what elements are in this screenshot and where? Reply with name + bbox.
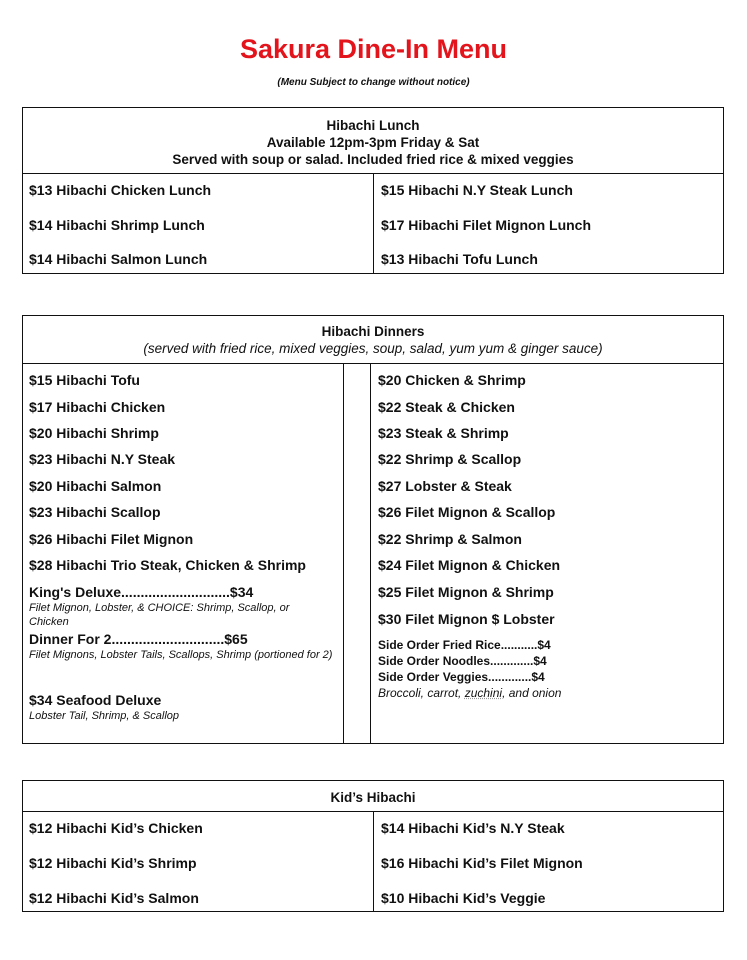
menu-item: $23 Hibachi Scallop xyxy=(29,504,161,520)
menu-item: $13 Hibachi Chicken Lunch xyxy=(29,182,212,198)
menu-item: $20 Hibachi Salmon xyxy=(29,478,162,494)
menu-item: $30 Filet Mignon $ Lobster xyxy=(378,611,555,627)
menu-item: $22 Shrimp & Scallop xyxy=(378,451,522,467)
menu-item-kings-deluxe: King's Deluxe............................$34 xyxy=(29,584,254,600)
menu-item: $28 Hibachi Trio Steak, Chicken & Shrimp xyxy=(29,557,306,573)
menu-item-seafood-deluxe: $34 Seafood Deluxe xyxy=(29,692,162,708)
menu-item: $24 Filet Mignon & Chicken xyxy=(378,557,561,573)
dinner-divider-left xyxy=(343,364,344,743)
menu-item: $13 Hibachi Tofu Lunch xyxy=(381,251,538,267)
menu-item: $15 Hibachi Tofu xyxy=(29,372,140,388)
menu-item: $26 Hibachi Filet Mignon xyxy=(29,531,194,547)
lunch-section xyxy=(22,107,724,274)
menu-item: $15 Hibachi N.Y Steak Lunch xyxy=(381,182,573,198)
lunch-divider xyxy=(373,174,374,273)
side-order-item: Side Order Veggies.............$4 xyxy=(378,670,545,684)
menu-item: $16 Hibachi Kid’s Filet Mignon xyxy=(381,855,583,871)
kids-heading: Kid’s Hibachi xyxy=(330,790,416,805)
lunch-heading: Hibachi Lunch xyxy=(326,118,420,133)
page-title: Sakura Dine-In Menu xyxy=(239,34,508,64)
kids-section xyxy=(22,780,724,912)
menu-item: $17 Hibachi Chicken xyxy=(29,399,166,415)
menu-item: $12 Hibachi Kid’s Shrimp xyxy=(29,855,197,871)
kings-deluxe-description: Filet Mignon, Lobster, & CHOICE: Shrimp, Scallop, or Chicken xyxy=(29,602,290,628)
lunch-hours: Available 12pm-3pm Friday & Sat xyxy=(266,135,480,150)
side-order-item: Side Order Noodles.............$4 xyxy=(378,654,547,668)
page-subtitle: (Menu Subject to change without notice) xyxy=(277,77,470,88)
dinner-for-2-description: Filet Mignons, Lobster Tails, Scallops, Shrimp (portioned for 2) xyxy=(29,649,333,661)
lunch-header xyxy=(23,108,723,174)
menu-item: $20 Chicken & Shrimp xyxy=(378,372,526,388)
menu-item: $23 Steak & Shrimp xyxy=(378,425,509,441)
lunch-body xyxy=(23,174,723,273)
menu-item: $25 Filet Mignon & Shrimp xyxy=(378,584,554,600)
dinner-body xyxy=(23,364,723,743)
dinner-served-note: (served with fried rice, mixed veggies, soup, salad, yum yum & ginger sauce) xyxy=(143,341,603,356)
dinner-header xyxy=(23,316,723,364)
menu-item: $14 Hibachi Salmon Lunch xyxy=(29,251,208,267)
menu-item: $12 Hibachi Kid’s Salmon xyxy=(29,890,199,906)
menu-item: $12 Hibachi Kid’s Chicken xyxy=(29,820,203,836)
seafood-deluxe-description: Lobster Tail, Shrimp, & Scallop xyxy=(29,710,179,722)
dinner-heading: Hibachi Dinners xyxy=(321,324,425,339)
menu-item: $17 Hibachi Filet Mignon Lunch xyxy=(381,217,592,233)
zuchini-word: zuchini xyxy=(464,686,503,700)
menu-item: $27 Lobster & Steak xyxy=(378,478,512,494)
menu-item: $10 Hibachi Kid’s Veggie xyxy=(381,890,546,906)
side-order-item: Side Order Fried Rice...........$4 xyxy=(378,638,551,652)
dinner-section xyxy=(22,315,724,744)
menu-item: $20 Hibachi Shrimp xyxy=(29,425,159,441)
menu-item: $14 Hibachi Kid’s N.Y Steak xyxy=(381,820,565,836)
lunch-served-note: Served with soup or salad. Included fried rice & mixed veggies xyxy=(172,152,574,167)
menu-item: $26 Filet Mignon & Scallop xyxy=(378,504,556,520)
kids-body xyxy=(23,812,723,911)
kids-divider xyxy=(373,812,374,911)
veggies-description: Broccoli, carrot, zuchini, and onion xyxy=(378,686,562,700)
menu-item: $22 Steak & Chicken xyxy=(378,399,515,415)
menu-item: $22 Shrimp & Salmon xyxy=(378,531,522,547)
dinner-divider-right xyxy=(370,364,371,743)
menu-item: $23 Hibachi N.Y Steak xyxy=(29,451,176,467)
menu-item: $14 Hibachi Shrimp Lunch xyxy=(29,217,205,233)
kids-header xyxy=(23,781,723,812)
menu-item-dinner-for-2: Dinner For 2.............................$65 xyxy=(29,631,248,647)
